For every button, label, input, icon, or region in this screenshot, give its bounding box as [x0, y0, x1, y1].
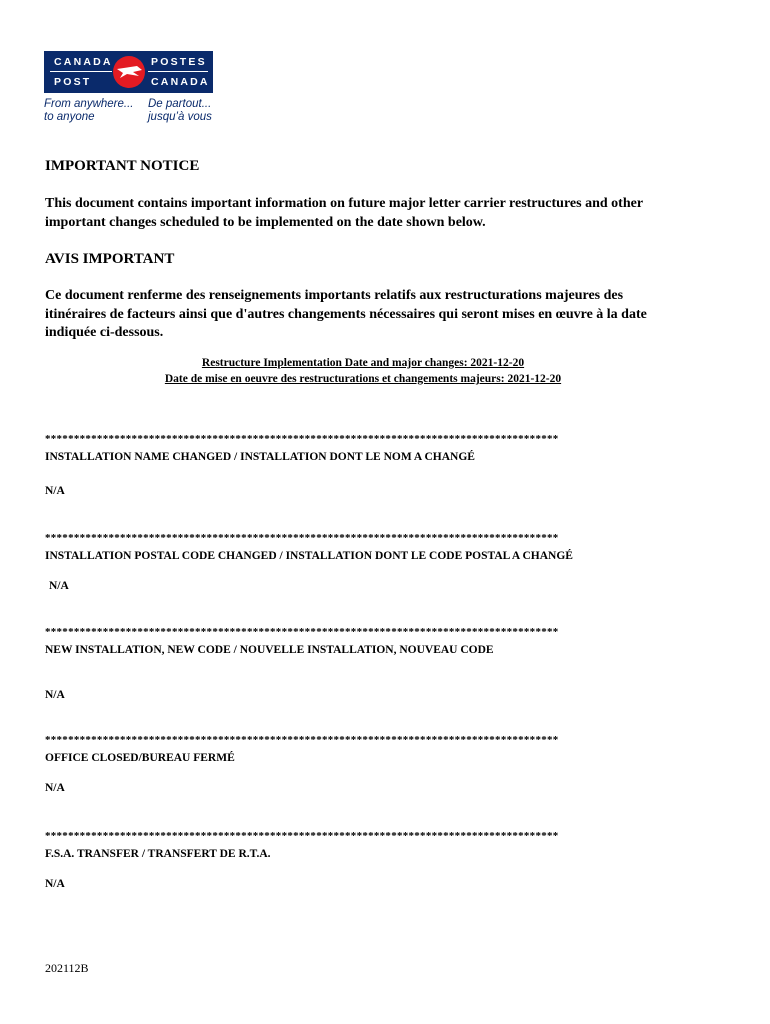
tagline-fr-line1: De partout... [148, 98, 212, 110]
separator: ***************************************************************************************** [45, 532, 559, 544]
logo-banner [44, 51, 213, 93]
tagline-fr-line2: jusqu’à vous [148, 111, 212, 123]
section-title-new-installation: NEW INSTALLATION, NEW CODE / NOUVELLE INSTALLATION, NOUVEAU CODE [45, 644, 494, 656]
section-title-name-changed: INSTALLATION NAME CHANGED / INSTALLATION DONT LE NOM A CHANGÉ [45, 451, 475, 463]
logo-divider-right [148, 71, 208, 72]
eagle-emblem-icon [111, 54, 147, 90]
section-value-new-installation: N/A [45, 689, 65, 701]
section-value-postal-code-changed: N/A [49, 580, 69, 592]
separator: ***************************************************************************************** [45, 433, 559, 445]
logo-word-canada: CANADA [54, 56, 113, 68]
section-title-postal-code-changed: INSTALLATION POSTAL CODE CHANGED / INSTALLATION DONT LE CODE POSTAL A CHANGÉ [45, 550, 573, 562]
separator: ***************************************************************************************** [45, 734, 559, 746]
implementation-date-en: Restructure Implementation Date and major changes: 2021-12-20 [201, 357, 525, 369]
canada-post-logo [44, 51, 214, 125]
section-value-name-changed: N/A [45, 485, 65, 497]
logo-word-post: POST [54, 76, 92, 88]
logo-word-postes: POSTES [151, 56, 207, 68]
heading-avis-important: AVIS IMPORTANT [45, 251, 175, 267]
separator: ***************************************************************************************** [45, 626, 559, 638]
notice-body-en: This document contains important information on future major letter carrier restructures and other important changes scheduled to be implemented on the date shown below. [45, 196, 643, 230]
separator: ***************************************************************************************** [45, 830, 559, 842]
section-title-fsa-transfer: F.S.A. TRANSFER / TRANSFERT DE R.T.A. [45, 848, 271, 860]
document-code: 202112B [45, 961, 89, 975]
tagline-en-line2: to anyone [44, 111, 95, 123]
logo-divider-left [50, 71, 112, 72]
tagline-en-line1: From anywhere... [44, 98, 134, 110]
heading-important-notice: IMPORTANT NOTICE [45, 158, 200, 174]
logo-word-canada-fr: CANADA [151, 76, 210, 88]
notice-body-fr: Ce document renferme des renseignements importants relatifs aux restructurations majeures des itinéraires de facteurs ainsi que d'autres changements nécessaires qui seront mises en œuvre à la date indiquée ci-dessous. [45, 288, 647, 340]
implementation-date-fr: Date de mise en oeuvre des restructurations et changements majeurs: 2021-12-20 [164, 373, 562, 385]
section-title-office-closed: OFFICE CLOSED/BUREAU FERMÉ [45, 752, 235, 764]
section-value-fsa-transfer: N/A [45, 878, 65, 890]
section-value-office-closed: N/A [45, 782, 65, 794]
